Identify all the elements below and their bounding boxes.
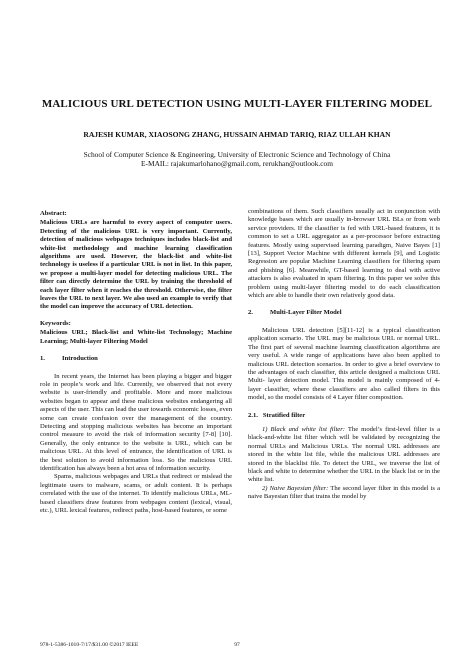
intro-paragraph-1: In recent years, the Internet has been playing a bigger and bigger role in people’s work and life. Currently, we observed that not every website is user-friendly and profitable. More and more malicious websites began to appear and these malicious websites endangering all aspects of the user. This can lead the user towards economic losses, even some can create confusion over the management of the country. Detecting and stopping malicious websites has become an important control measure to avoid the risk of information security [7-8] [10]. Generally, the only entrance to the website is URL, which can be malicious URL. At this level of entrance, the identification of URL is the best solution to avoid information loss. So the malicious URL identification has always been a hot area of information security.	[40, 372, 232, 472]
filter-item-2-text: The second layer filter in this model is a naive Bayesian filter that trains the model by	[248, 484, 440, 501]
intro-paragraph-2: Spams, malicious webpages and URLs that redirect or mislead the legitimate users to malware, scams, or adult content. It is perhaps correlated with the use of the internet. To identify malicious URLs, ML-based classifiers draw features from webpages content (lexical, visual, etc.), URL lexical features, redirect paths, host-based features, or some	[40, 473, 232, 514]
filter-item-1	[248, 426, 440, 485]
author-emails: E-MAIL: rajakumarlohano@gmail.com, rerukhan@outlook.com	[141, 159, 333, 168]
paper-authors: RAJESH KUMAR, XIAOSONG ZHANG, HUSSAIN AHMAD TARIQ, RIAZ ULLAH KHAN	[83, 130, 391, 139]
right-column	[248, 208, 440, 502]
abstract-text: Malicious URLs are harmful to every aspect of computer users. Detecting of the malicious URL is very important. Currently, detection of malicious webpages techniques includes black-list and white-list methodology and machine learning classification algorithms are used. However, the black-list and white-list technology is useless if a particular URL is not in list. In this paper, we propose a multi-layer model for detecting malicious URL. The filter can directly determine the URL by training the threshold of each layer filter when it reaches the threshold. Otherwise, the filter leaves the URL to next layer. We also used an example to verify that the model can improve the accuracy of URL detection.	[40, 219, 232, 311]
section-number: 2.	[248, 309, 253, 317]
section-title: Introduction	[62, 355, 98, 363]
filter-item-1-label: 1) Black and white list filter:	[262, 425, 345, 433]
abstract-heading: Abstract:	[40, 210, 67, 217]
affiliation-block	[0, 150, 474, 168]
section2-paragraph: Malicious URL detection [5][11-12] is a typical classification application scenario. The URL may be malicious URL or normal URL. The first part of several machine learning classification algorithms are very useful. A wide range of applications have also been applied to malicious URL detection scenarios. In order to give a brief overview to the advantages of each classifier, this article designed a malicious URL Multi- layer detection model. This model is mainly composed of 4- layer classifier, where these classifiers are also called filters in this model, so the model consists of 4 Layer filter composition.	[248, 326, 440, 402]
filter-item-2	[248, 485, 440, 502]
left-column	[40, 210, 232, 515]
subsection-number: 2.1.	[248, 411, 258, 419]
subsection-title: Stratified filter	[262, 411, 306, 419]
section-title: Multi-Layer Filter Model	[270, 309, 342, 317]
section-heading-introduction	[40, 355, 232, 363]
footer-isbn: 978-1-5386-1010-7/17/$31.00 ©2017 IEEE	[40, 642, 139, 648]
keywords-heading: Keywords:	[40, 319, 71, 327]
continued-paragraph: combinations of them. Such classifiers usually act in conjunction with knowledge bases which are usually in-browser URL BLs or from web service providers. If the classifier is fed with URL-based features, it is common to set a URL aggregator as a per-processor before extracting features. Mostly using supervised learning paradigm, Naive Bayes [1][13], Support Vector Machine with different kernels [9], and Logistic Regression are popular Machine Learning classifiers for filtering spam and phishing [6]. Meanwhile, GT-based learning to deal with active attackers is also evaluated in spam filtering. In this paper we solve this problem using multi-layer filtering model to do each classification which are able to handle their own relatively good data.	[248, 208, 440, 300]
keywords-text: Malicious URL; Black-list and White-list Technology; Machine Learning; Multi-layer Filtering Model	[40, 329, 232, 345]
paper-title: MALICIOUS URL DETECTION USING MULTI-LAYER FILTERING MODEL	[41, 98, 433, 110]
affiliation: School of Computer Science & Engineering, University of Electronic Science and Technology of China	[83, 150, 391, 159]
subsection-heading-stratified	[248, 412, 440, 420]
section-number: 1.	[40, 355, 45, 363]
filter-item-2-label: 2) Naive Bayesian filter:	[262, 484, 329, 492]
filter-item-1-text: The model’s first-level filter is a black-and-white list filter which will be validated by recognizing the normal URLs and Malicious URLs. The normal URL addresses are stored in the white list file, while the malicious URL addresses are stored in the blacklist file. To detect the URL, we traverse the list of black and white to determine whether the URL in the black list or in the white list.	[248, 425, 441, 484]
page-number: 97	[234, 642, 240, 648]
section-heading-multilayer	[248, 309, 440, 317]
